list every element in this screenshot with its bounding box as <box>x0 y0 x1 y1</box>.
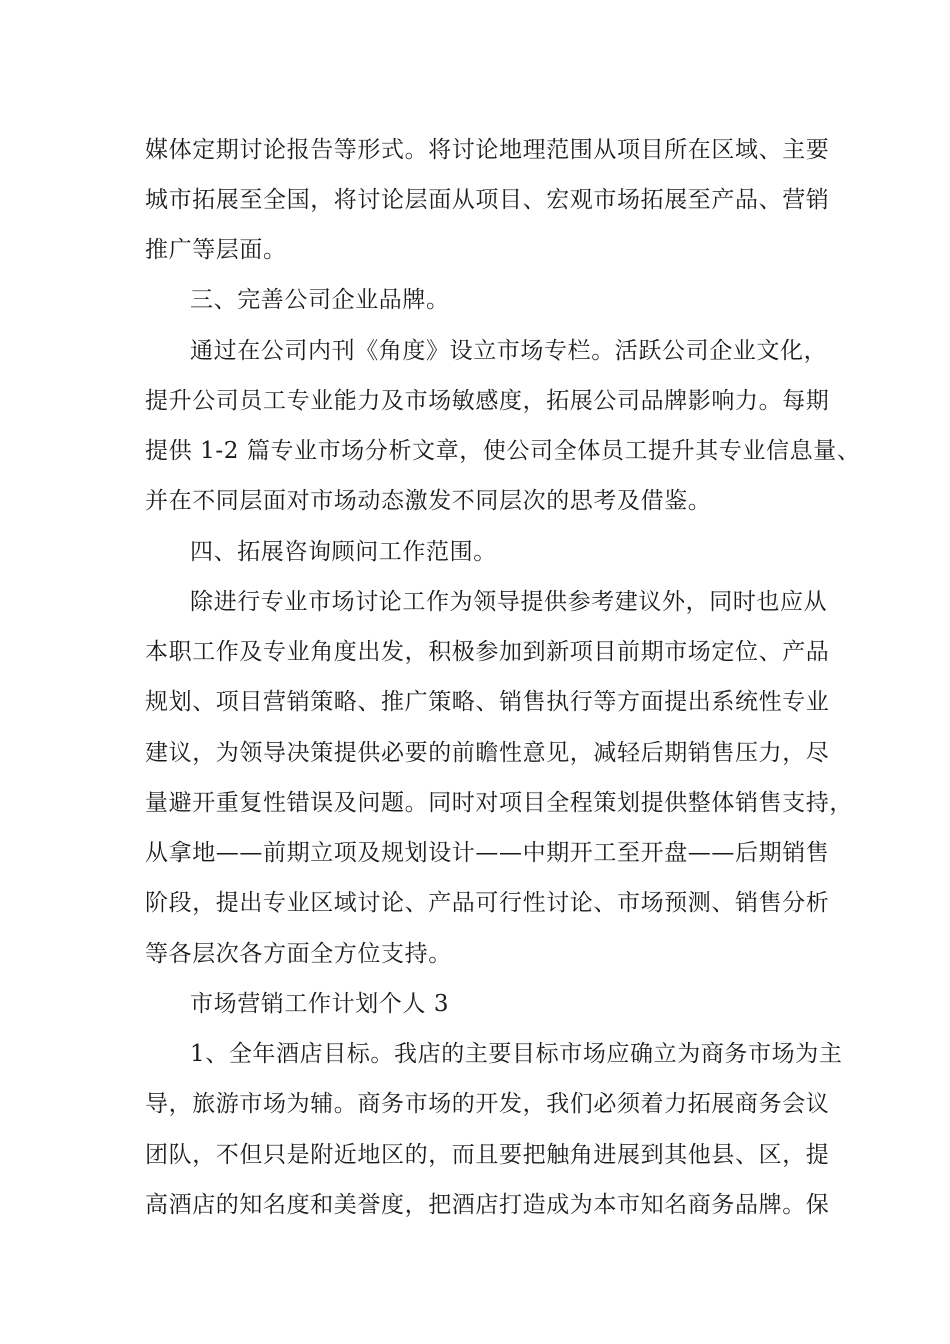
text-line: 通过在公司内刊《角度》设立市场专栏。活跃公司企业文化， <box>190 338 828 364</box>
text-line: 1、全年酒店目标。我店的主要目标市场应确立为商务市场为主 <box>190 1041 843 1067</box>
text-line: 提供 1-2 篇专业市场分析文章，使公司全体员工提升其专业信息量、 <box>145 438 861 464</box>
text-line: 媒体定期讨论报告等形式。将讨论地理范围从项目所在区域、主要 <box>145 137 830 163</box>
text-line: 高酒店的知名度和美誉度，把酒店打造成为本市知名商务品牌。保 <box>145 1192 830 1218</box>
section-heading: 四、拓展咨询顾问工作范围。 <box>190 539 497 565</box>
text-line: 等各层次各方面全方位支持。 <box>145 941 452 967</box>
text-line: 导，旅游市场为辅。商务市场的开发，我们必须着力拓展商务会议 <box>145 1091 830 1117</box>
text-line: 推广等层面。 <box>145 237 287 263</box>
text-line: 建议，为领导决策提供必要的前瞻性意见，减轻后期销售压力，尽 <box>145 740 830 766</box>
section-title: 市场营销工作计划个人 3 <box>190 991 450 1017</box>
section-heading: 三、完善公司企业品牌。 <box>190 287 450 313</box>
text-line: 从拿地——前期立项及规划设计——中期开工至开盘——后期销售 <box>145 840 830 866</box>
text-line: 量避开重复性错误及问题。同时对项目全程策划提供整体销售支持， <box>145 790 853 816</box>
text-line: 城市拓展至全国，将讨论层面从项目、宏观市场拓展至产品、营销 <box>145 187 830 213</box>
text-line: 除进行专业市场讨论工作为领导提供参考建议外，同时也应从 <box>190 589 828 615</box>
text-line: 规划、项目营销策略、推广策略、销售执行等方面提出系统性专业 <box>145 689 830 715</box>
text-line: 并在不同层面对市场动态激发不同层次的思考及借鉴。 <box>145 488 712 514</box>
text-line: 提升公司员工专业能力及市场敏感度，拓展公司品牌影响力。每期 <box>145 388 830 414</box>
text-line: 本职工作及专业角度出发，积极参加到新项目前期市场定位、产品 <box>145 639 830 665</box>
text-line: 阶段，提出专业区域讨论、产品可行性讨论、市场预测、销售分析 <box>145 890 830 916</box>
text-line: 团队，不但只是附近地区的，而且要把触角进展到其他县、区，提 <box>145 1142 830 1168</box>
